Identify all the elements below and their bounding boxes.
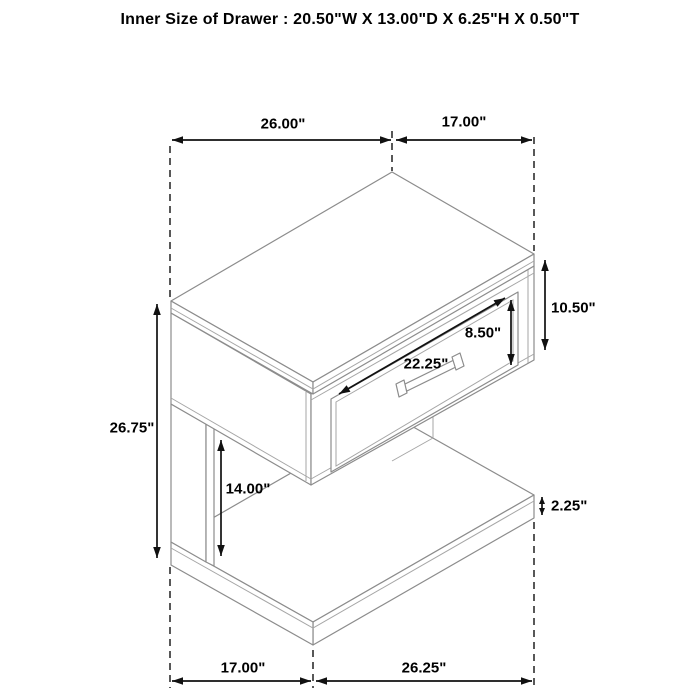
dim-label-base-width: 26.25" bbox=[401, 659, 447, 677]
dim-label-top-width: 26.00" bbox=[260, 115, 306, 133]
dim-label-base-left-depth: 17.00" bbox=[220, 659, 266, 677]
dim-label-overall-height: 26.75" bbox=[109, 419, 155, 437]
dim-label-base-thickness: 2.25" bbox=[551, 497, 588, 515]
leg-panel bbox=[171, 404, 214, 566]
dim-label-side-height: 10.50" bbox=[551, 299, 596, 317]
diagram-title: Inner Size of Drawer : 20.50"W X 13.00"D X 6.25"H X 0.50"T bbox=[120, 11, 580, 28]
dim-label-drawer-height: 8.50" bbox=[464, 324, 502, 342]
dim-label-top-depth: 17.00" bbox=[441, 113, 487, 131]
dim-label-open-clearance: 14.00" bbox=[225, 480, 271, 498]
dim-label-drawer-width: 22.25" bbox=[403, 355, 449, 373]
